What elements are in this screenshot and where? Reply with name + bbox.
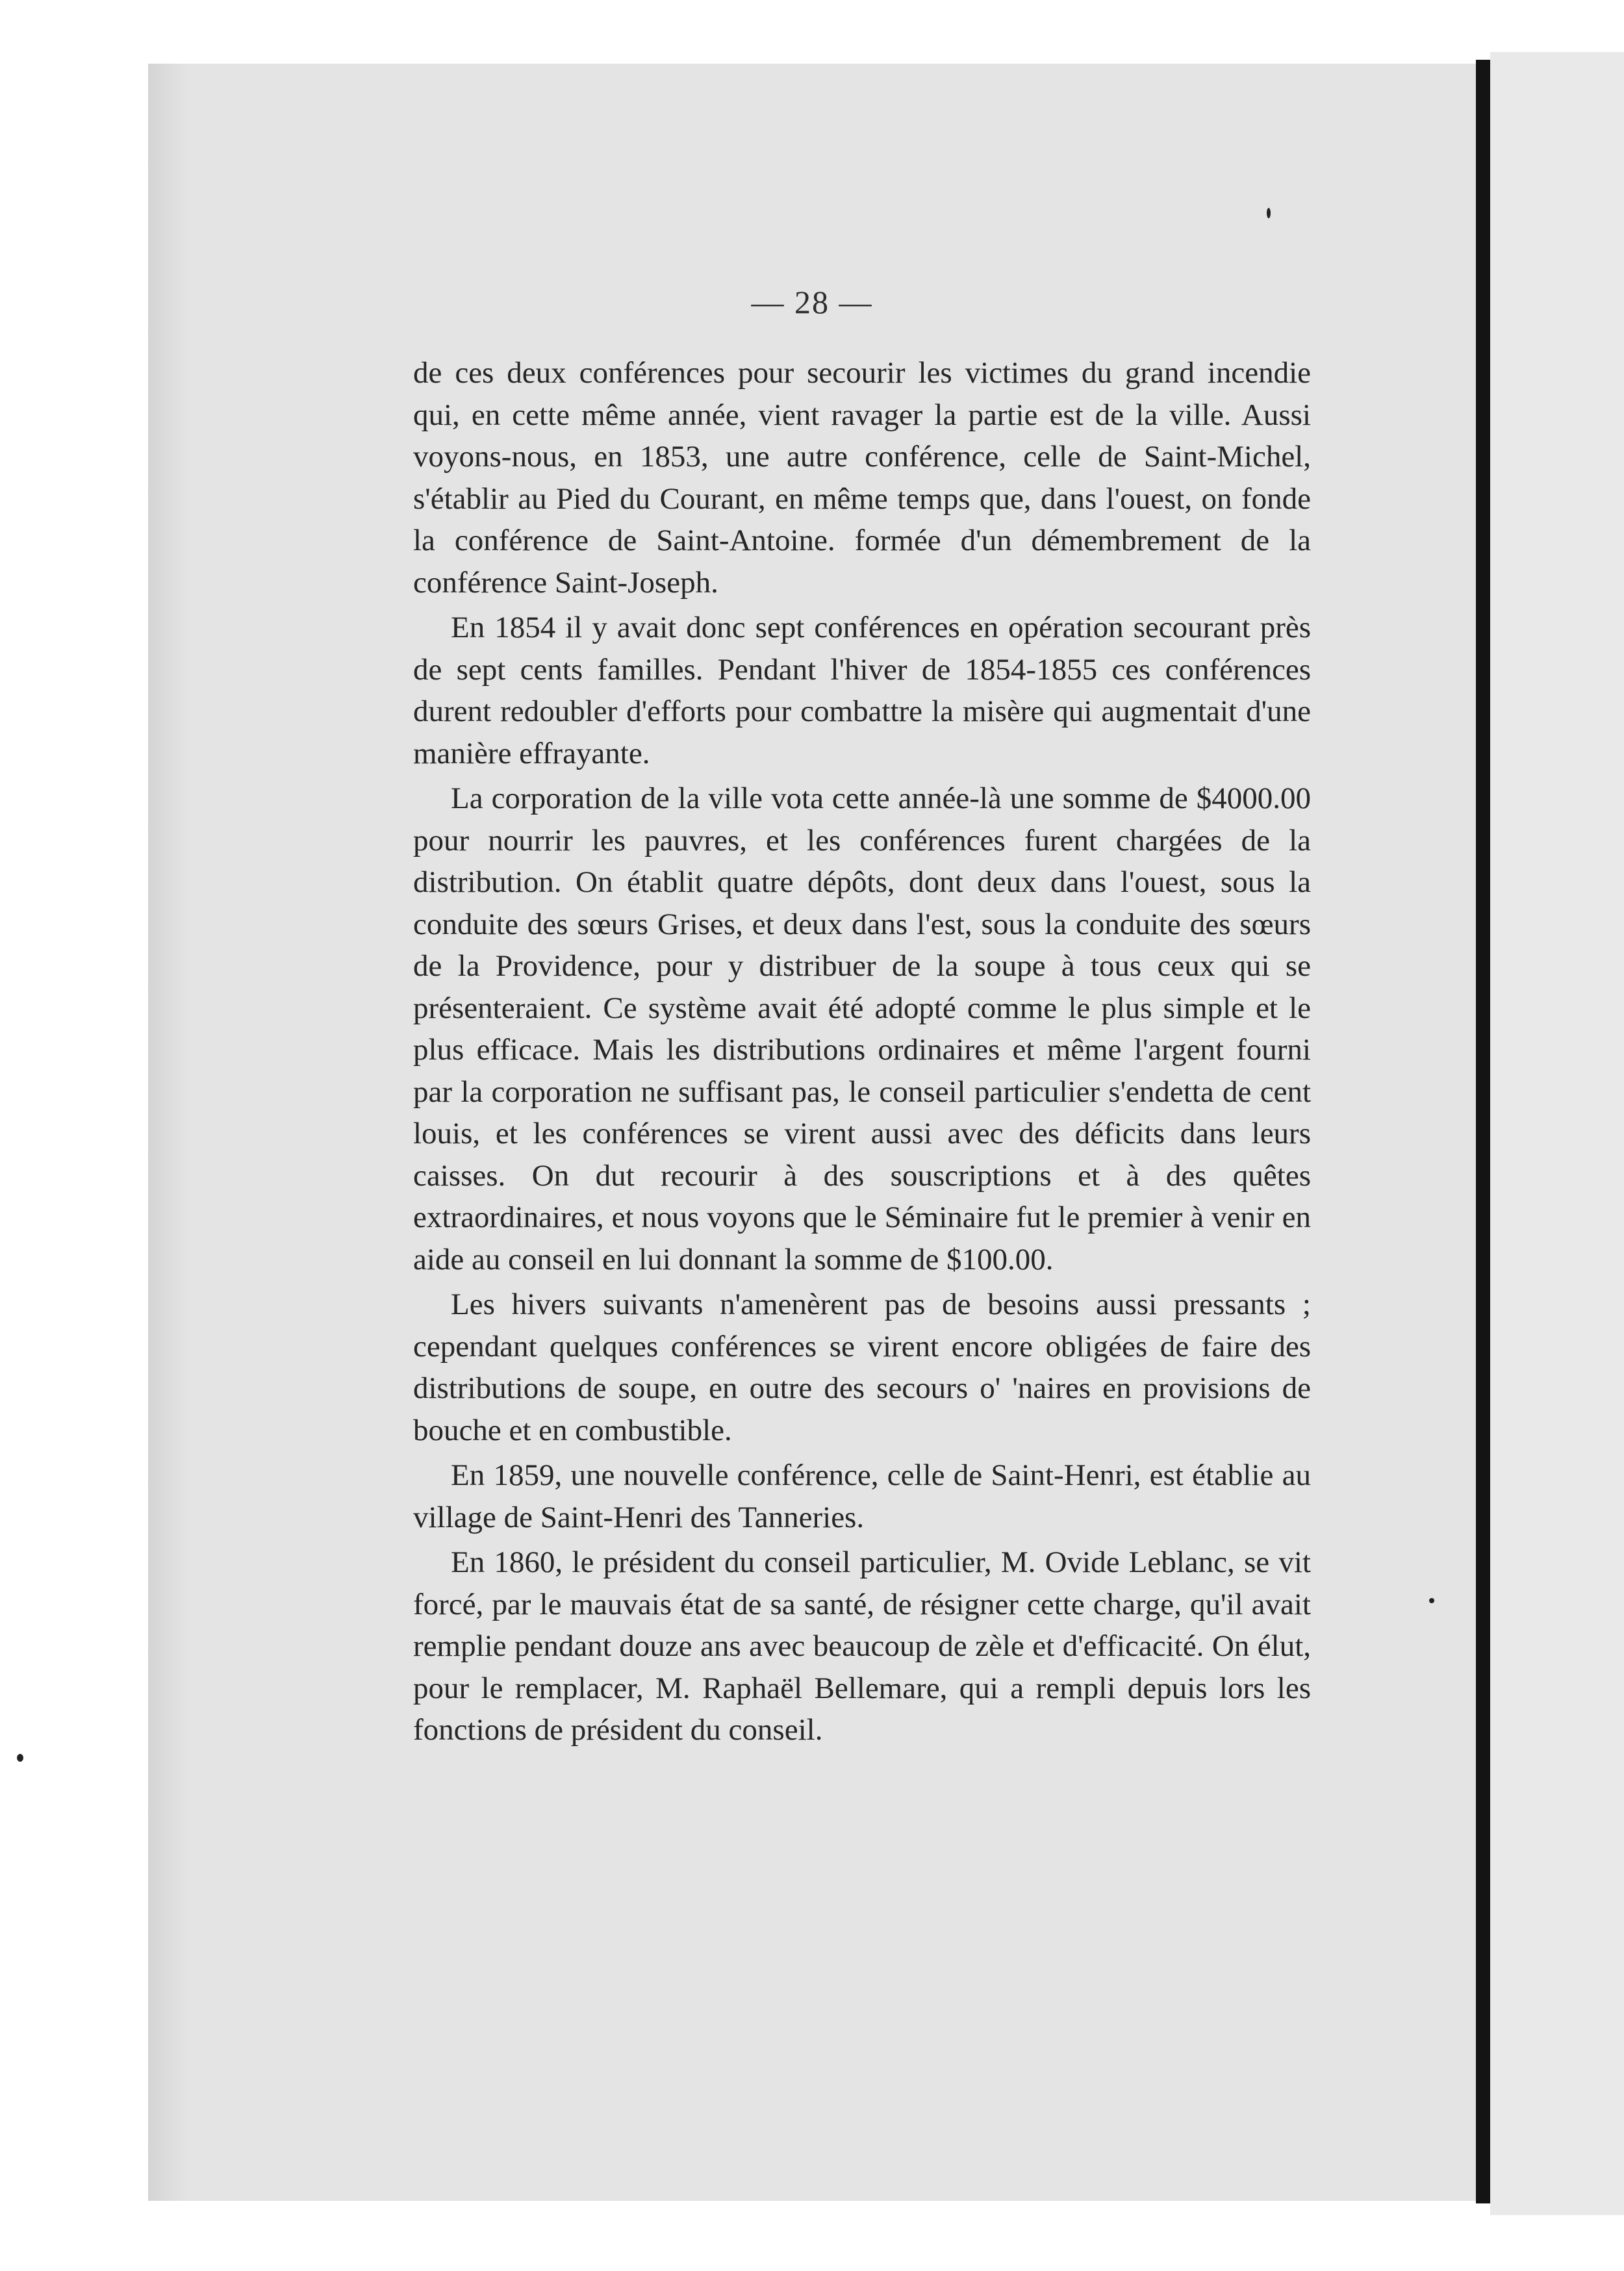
paragraph: Les hivers suivants n'amenèrent pas de besoins aussi pressants ; cependant quelques conférences se virent encore obligées de faire des distributions de soupe, en outre des secours o' 'naires en provisions de bouche et en combustible. bbox=[413, 1288, 1311, 1447]
paragraph: En 1859, une nouvelle conférence, celle de Saint-Henri, est établie au village de Saint-Henri des Tanneries. bbox=[413, 1458, 1311, 1534]
page-binding-shadow bbox=[148, 64, 187, 2201]
paragraph: En 1860, le président du conseil particulier, M. Ovide Leblanc, se vit forcé, par le mauvais état de sa santé, de résigner cette charge, qu'il avait remplie pendant douze ans avec beaucoup de zèle et d'efficacité. On élut, pour le remplacer, M. Raphaël Bellemare, qui a rempli depuis lors les fonctions de président du conseil. bbox=[413, 1545, 1311, 1747]
paragraph: En 1854 il y avait donc sept conférences en opération secourant près de sept cents familles. Pendant l'hiver de 1854-1855 ces conférences durent redoubler d'efforts pour combattre la misère qui augmentait d'une manière effrayante. bbox=[413, 611, 1311, 770]
page-number: — 28 — bbox=[751, 284, 873, 320]
body-text bbox=[413, 352, 1311, 1755]
scan-speck bbox=[1267, 208, 1271, 218]
facing-page-edge bbox=[1490, 52, 1624, 2215]
scan-speck bbox=[17, 1754, 23, 1762]
scan-speck bbox=[1429, 1598, 1434, 1603]
page-gutter-edge bbox=[1476, 60, 1490, 2203]
paragraph: La corporation de la ville vota cette année-là une somme de $4000.00 pour nourrir les pauvres, et les conférences furent chargées de la distribution. On établit quatre dépôts, dont deux dans l'ouest, sous la conduite des sœurs Grises, et deux dans l'est, sous la conduite des sœurs de la Providence, pour y distribuer de la soupe à tous ceux qui se présenteraient. Ce système avait été adopté comme le plus simple et le plus efficace. Mais les distributions ordinaires et même l'argent fourni par la corporation ne suffisant pas, le conseil particulier s'endetta de cent louis, et les conférences se virent aussi avec des déficits dans leurs caisses. On dut recourir à des souscriptions et à des quêtes extraordinaires, et nous voyons que le Séminaire fut le premier à venir en aide au conseil en lui donnant la somme de $100.00. bbox=[413, 781, 1311, 1276]
paragraph: de ces deux conférences pour secourir les victimes du grand incendie qui, en cette même année, vient ravager la partie est de la ville. Aussi voyons-nous, en 1853, une autre conférence, celle de Saint-Michel, s'établir au Pied du Courant, en même temps que, dans l'ouest, on fonde la conférence de Saint-Antoine. formée d'un démembrement de la conférence Saint-Joseph. bbox=[413, 356, 1311, 600]
